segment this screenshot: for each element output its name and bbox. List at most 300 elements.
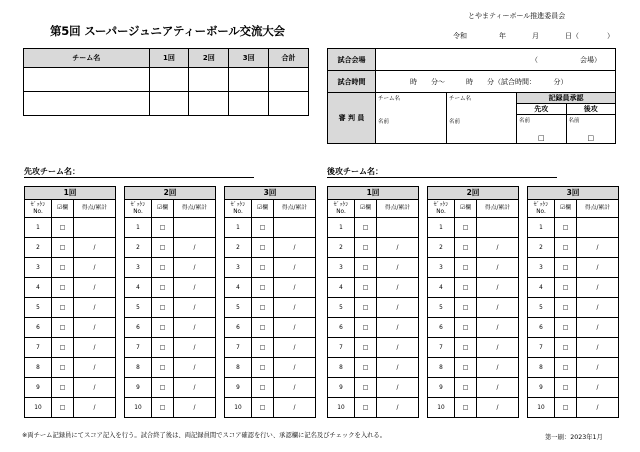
table-row [125, 218, 216, 238]
bib-header [528, 200, 555, 218]
points-cell[interactable] [477, 338, 519, 358]
batter-checkbox[interactable]: □ [52, 378, 74, 398]
points-cell[interactable] [577, 218, 619, 238]
first-attack-label: 先攻 [517, 104, 567, 114]
points-cell[interactable] [274, 298, 316, 318]
table-row [225, 218, 316, 238]
bib-number: 9 [428, 378, 455, 398]
points-cell[interactable] [577, 398, 619, 418]
batter-checkbox[interactable]: □ [455, 278, 477, 298]
bib-number: 1 [528, 218, 555, 238]
score-cell[interactable] [189, 92, 229, 116]
points-slash: / [596, 264, 599, 271]
bib-header [328, 200, 355, 218]
table-row [528, 398, 619, 418]
table-row [328, 358, 419, 378]
points-slash: / [93, 344, 96, 351]
first-recorder-field[interactable] [517, 115, 567, 143]
table-row [528, 238, 619, 258]
table-row [528, 338, 619, 358]
inning-block [327, 186, 419, 418]
table-row [25, 318, 116, 338]
points-slash: / [293, 404, 296, 411]
points-cell[interactable] [577, 278, 619, 298]
table-row [25, 338, 116, 358]
table-row [328, 238, 419, 258]
points-cell[interactable] [577, 238, 619, 258]
points-cell[interactable] [74, 338, 116, 358]
batter-checkbox[interactable]: □ [252, 218, 274, 238]
points-slash: / [596, 384, 599, 391]
points-cell[interactable] [477, 358, 519, 378]
table-row [428, 338, 519, 358]
score-cell[interactable] [229, 92, 269, 116]
second-approval-checkbox[interactable]: □ [587, 134, 595, 142]
bib-number: 7 [25, 338, 52, 358]
batter-checkbox[interactable]: □ [455, 398, 477, 418]
batter-checkbox[interactable]: □ [152, 258, 174, 278]
points-slash: / [396, 324, 399, 331]
date-day: 日（ [565, 32, 579, 40]
points-slash: / [93, 304, 96, 311]
inning-block [427, 186, 519, 418]
venue-label: 試合会場 [328, 49, 376, 70]
table-row [428, 238, 519, 258]
points-slash: / [596, 344, 599, 351]
points-header: 得点/累計 [377, 200, 419, 218]
batter-checkbox[interactable]: □ [555, 298, 577, 318]
table-row [125, 278, 216, 298]
batter-checkbox[interactable]: □ [355, 278, 377, 298]
first-team-label[interactable] [24, 166, 254, 178]
bib-number: 2 [328, 238, 355, 258]
batter-checkbox[interactable]: □ [152, 278, 174, 298]
bib-number: 2 [528, 238, 555, 258]
batter-checkbox[interactable]: □ [52, 318, 74, 338]
points-cell[interactable] [74, 238, 116, 258]
bib-number: 8 [125, 358, 152, 378]
batter-checkbox[interactable]: □ [455, 218, 477, 238]
points-cell[interactable] [74, 358, 116, 378]
batter-checkbox[interactable]: □ [52, 298, 74, 318]
batter-checkbox[interactable]: □ [355, 318, 377, 338]
table-row [225, 338, 316, 358]
check-header: ☑欄 [455, 200, 477, 218]
date-line [453, 31, 614, 41]
points-cell[interactable] [74, 378, 116, 398]
edition: 第一刷：2023年1月 [545, 434, 603, 441]
table-row [125, 358, 216, 378]
points-cell[interactable] [377, 218, 419, 238]
bib-header-text: ｾﾞｯｹﾝ No. [333, 202, 349, 215]
umpire1-name-label: 名前 [378, 119, 390, 125]
batter-checkbox[interactable]: □ [355, 378, 377, 398]
points-cell[interactable] [74, 218, 116, 238]
points-cell[interactable] [274, 238, 316, 258]
bib-number: 10 [428, 398, 455, 418]
team-name-cell[interactable] [24, 68, 150, 92]
bib-number: 10 [25, 398, 52, 418]
batter-checkbox[interactable]: □ [52, 278, 74, 298]
table-row [528, 298, 619, 318]
points-slash: / [193, 324, 196, 331]
points-slash: / [93, 324, 96, 331]
batter-checkbox[interactable]: □ [252, 398, 274, 418]
table-row [125, 318, 216, 338]
points-cell[interactable] [477, 378, 519, 398]
points-cell[interactable] [577, 318, 619, 338]
points-slash: / [496, 324, 499, 331]
points-slash: / [396, 364, 399, 371]
bib-number: 6 [328, 318, 355, 338]
bib-number: 1 [125, 218, 152, 238]
bib-header [125, 200, 152, 218]
points-cell[interactable] [174, 258, 216, 278]
points-cell[interactable] [477, 278, 519, 298]
first-approval-checkbox[interactable]: □ [537, 134, 545, 142]
table-row [328, 298, 419, 318]
batter-checkbox[interactable]: □ [52, 398, 74, 418]
umpire-slot-2[interactable] [447, 93, 517, 143]
points-cell[interactable] [174, 318, 216, 338]
points-slash: / [496, 384, 499, 391]
points-cell[interactable] [274, 278, 316, 298]
points-cell[interactable] [577, 358, 619, 378]
team-row [24, 68, 309, 92]
venue-suffix: （ 会場） [531, 56, 601, 64]
inning1-header: 1回 [149, 49, 189, 68]
points-slash: / [496, 244, 499, 251]
umpire-slot-1[interactable] [376, 93, 447, 143]
batter-checkbox[interactable]: □ [555, 218, 577, 238]
table-row [125, 378, 216, 398]
points-slash: / [93, 244, 96, 251]
batter-checkbox[interactable]: □ [355, 238, 377, 258]
batter-checkbox[interactable]: □ [252, 358, 274, 378]
batter-checkbox[interactable]: □ [52, 218, 74, 238]
points-slash: / [396, 244, 399, 251]
table-row [428, 378, 519, 398]
points-slash: / [396, 304, 399, 311]
bib-number: 3 [328, 258, 355, 278]
batter-checkbox[interactable]: □ [252, 338, 274, 358]
bib-number: 4 [528, 278, 555, 298]
points-cell[interactable] [74, 318, 116, 338]
bib-number: 6 [528, 318, 555, 338]
points-slash: / [596, 244, 599, 251]
points-cell[interactable] [274, 378, 316, 398]
inning-block [527, 186, 619, 418]
batter-checkbox[interactable]: □ [355, 398, 377, 418]
batter-checkbox[interactable]: □ [52, 338, 74, 358]
second-recorder-field[interactable] [567, 115, 616, 143]
points-cell[interactable] [377, 398, 419, 418]
points-slash: / [596, 284, 599, 291]
points-slash: / [496, 344, 499, 351]
points-cell[interactable] [174, 398, 216, 418]
batter-checkbox[interactable]: □ [455, 318, 477, 338]
inning-title: 2回 [124, 186, 216, 199]
points-slash: / [293, 384, 296, 391]
score-cell[interactable] [149, 68, 189, 92]
inning-title: 1回 [24, 186, 116, 199]
points-cell[interactable] [377, 358, 419, 378]
umpire-row [327, 92, 616, 144]
bib-number: 3 [25, 258, 52, 278]
batter-checkbox[interactable]: □ [152, 398, 174, 418]
inning-block [24, 186, 116, 418]
points-cell[interactable] [577, 298, 619, 318]
score-cell[interactable] [189, 68, 229, 92]
table-row [428, 318, 519, 338]
batter-checkbox[interactable]: □ [152, 378, 174, 398]
table-row [225, 258, 316, 278]
points-slash: / [396, 264, 399, 271]
table-row [25, 278, 116, 298]
points-slash: / [396, 344, 399, 351]
table-row [125, 398, 216, 418]
batter-checkbox[interactable]: □ [52, 358, 74, 378]
table-row [328, 278, 419, 298]
total-header: 合計 [269, 49, 309, 68]
points-cell[interactable] [577, 378, 619, 398]
batter-checkbox[interactable]: □ [355, 358, 377, 378]
table-row [225, 278, 316, 298]
points-cell[interactable] [74, 398, 116, 418]
team-name-header: チーム名 [24, 49, 150, 68]
page-title: 第5回 スーパージュニアティーボール交流大会 [50, 24, 285, 38]
points-cell[interactable] [74, 258, 116, 278]
points-slash: / [93, 264, 96, 271]
points-cell[interactable] [174, 238, 216, 258]
batter-checkbox[interactable]: □ [252, 298, 274, 318]
points-slash: / [293, 264, 296, 271]
batter-checkbox[interactable]: □ [555, 338, 577, 358]
points-cell[interactable] [174, 378, 216, 398]
batter-checkbox[interactable]: □ [455, 378, 477, 398]
points-cell[interactable] [377, 338, 419, 358]
batter-checkbox[interactable]: □ [455, 338, 477, 358]
points-cell[interactable] [577, 258, 619, 278]
bib-number: 8 [428, 358, 455, 378]
points-cell[interactable] [174, 338, 216, 358]
points-slash: / [193, 384, 196, 391]
second-recorder-name-label: 名前 [568, 118, 580, 124]
points-cell[interactable] [377, 258, 419, 278]
points-slash: / [93, 384, 96, 391]
batter-checkbox[interactable]: □ [455, 238, 477, 258]
time-text: 時 分～ 時 分（試合時間： 分） [410, 78, 568, 86]
table-row [25, 358, 116, 378]
points-slash: / [496, 284, 499, 291]
points-cell[interactable] [274, 398, 316, 418]
points-slash: / [193, 304, 196, 311]
check-header: ☑欄 [52, 200, 74, 218]
batter-checkbox[interactable]: □ [555, 238, 577, 258]
recorder-title: 記録員承認 [517, 93, 615, 104]
points-cell[interactable] [174, 218, 216, 238]
batter-checkbox[interactable]: □ [152, 358, 174, 378]
batter-checkbox[interactable]: □ [152, 238, 174, 258]
organization-name: とやまティーボール推進委員会 [468, 12, 566, 20]
points-cell[interactable] [577, 338, 619, 358]
batter-checkbox[interactable]: □ [455, 258, 477, 278]
time-field[interactable] [376, 71, 615, 92]
points-cell[interactable] [377, 318, 419, 338]
batter-checkbox[interactable]: □ [455, 298, 477, 318]
points-cell[interactable] [274, 358, 316, 378]
score-cell[interactable] [269, 68, 309, 92]
batter-checkbox[interactable]: □ [355, 218, 377, 238]
table-row [328, 398, 419, 418]
points-slash: / [293, 364, 296, 371]
table-row [25, 238, 116, 258]
points-header: 得点/累計 [74, 200, 116, 218]
batter-checkbox[interactable]: □ [252, 278, 274, 298]
batter-checkbox[interactable]: □ [455, 358, 477, 378]
bib-number: 10 [328, 398, 355, 418]
batter-checkbox[interactable]: □ [555, 318, 577, 338]
table-row [225, 378, 316, 398]
bib-number: 1 [428, 218, 455, 238]
date-year: 年 [499, 32, 506, 40]
bib-number: 7 [328, 338, 355, 358]
team-row [24, 92, 309, 116]
points-cell[interactable] [477, 218, 519, 238]
bib-number: 6 [428, 318, 455, 338]
bib-number: 4 [428, 278, 455, 298]
points-cell[interactable] [274, 318, 316, 338]
batter-checkbox[interactable]: □ [555, 398, 577, 418]
points-slash: / [93, 364, 96, 371]
points-cell[interactable] [274, 338, 316, 358]
bib-number: 5 [125, 298, 152, 318]
points-slash: / [496, 364, 499, 371]
points-cell[interactable] [74, 298, 116, 318]
batter-checkbox[interactable]: □ [52, 258, 74, 278]
bib-number: 9 [328, 378, 355, 398]
batter-checkbox[interactable]: □ [152, 318, 174, 338]
points-cell[interactable] [174, 298, 216, 318]
points-slash: / [193, 364, 196, 371]
points-cell[interactable] [74, 278, 116, 298]
footnote: ※両チーム記録員にてスコア記入を行う。試合終了後は、両記録員間でスコア確認を行い、承認欄に記名及びチェックを入れる。 [22, 432, 387, 439]
check-header: ☑欄 [152, 200, 174, 218]
bib-number: 5 [225, 298, 252, 318]
points-cell[interactable] [377, 278, 419, 298]
time-label: 試合時間 [328, 71, 376, 92]
bib-number: 7 [428, 338, 455, 358]
points-slash: / [193, 344, 196, 351]
points-cell[interactable] [477, 238, 519, 258]
umpire2-team-label: チーム名 [449, 96, 472, 102]
points-slash: / [293, 344, 296, 351]
batter-checkbox[interactable]: □ [252, 318, 274, 338]
bib-number: 10 [528, 398, 555, 418]
batter-checkbox[interactable]: □ [152, 218, 174, 238]
points-header: 得点/累計 [477, 200, 519, 218]
batter-checkbox[interactable]: □ [152, 298, 174, 318]
recorder-approval [517, 93, 615, 143]
points-cell[interactable] [477, 398, 519, 418]
bib-number: 8 [225, 358, 252, 378]
bib-number: 3 [125, 258, 152, 278]
points-cell[interactable] [477, 318, 519, 338]
date-era: 令和 [453, 32, 467, 40]
score-cell[interactable] [269, 92, 309, 116]
team-name-cell[interactable] [24, 92, 150, 116]
points-cell[interactable] [274, 218, 316, 238]
batter-checkbox[interactable]: □ [355, 258, 377, 278]
table-row [225, 238, 316, 258]
table-row [225, 318, 316, 338]
batter-checkbox[interactable]: □ [52, 238, 74, 258]
bib-header-text: ｾﾞｯｹﾝ No. [230, 202, 246, 215]
batter-checkbox[interactable]: □ [252, 238, 274, 258]
points-slash: / [193, 244, 196, 251]
score-cell[interactable] [149, 92, 189, 116]
first-recorder-name-label: 名前 [519, 118, 531, 124]
bib-number: 10 [125, 398, 152, 418]
table-row [125, 238, 216, 258]
bib-header [428, 200, 455, 218]
points-cell[interactable] [477, 298, 519, 318]
table-row [25, 218, 116, 238]
bib-number: 1 [25, 218, 52, 238]
points-cell[interactable] [274, 258, 316, 278]
table-row [125, 338, 216, 358]
table-row [428, 358, 519, 378]
second-team-label[interactable] [327, 166, 557, 178]
batter-checkbox[interactable]: □ [252, 258, 274, 278]
table-row [528, 358, 619, 378]
batter-checkbox[interactable]: □ [355, 338, 377, 358]
points-cell[interactable] [377, 298, 419, 318]
batter-checkbox[interactable]: □ [555, 378, 577, 398]
points-slash: / [596, 404, 599, 411]
check-header: ☑欄 [555, 200, 577, 218]
score-cell[interactable] [229, 68, 269, 92]
batter-checkbox[interactable]: □ [555, 258, 577, 278]
points-cell[interactable] [477, 258, 519, 278]
batter-checkbox[interactable]: □ [152, 338, 174, 358]
bib-number: 9 [125, 378, 152, 398]
batter-checkbox[interactable]: □ [355, 298, 377, 318]
points-slash: / [596, 364, 599, 371]
points-cell[interactable] [174, 278, 216, 298]
bib-number: 6 [25, 318, 52, 338]
points-slash: / [193, 404, 196, 411]
check-header: ☑欄 [355, 200, 377, 218]
batter-checkbox[interactable]: □ [252, 378, 274, 398]
venue-field[interactable] [376, 49, 615, 70]
points-cell[interactable] [377, 238, 419, 258]
bib-number: 5 [428, 298, 455, 318]
table-row [25, 398, 116, 418]
batter-checkbox[interactable]: □ [555, 358, 577, 378]
check-header: ☑欄 [252, 200, 274, 218]
bib-header [225, 200, 252, 218]
points-cell[interactable] [377, 378, 419, 398]
bib-number: 5 [528, 298, 555, 318]
bib-number: 9 [25, 378, 52, 398]
table-row [528, 278, 619, 298]
bib-number: 4 [25, 278, 52, 298]
points-cell[interactable] [174, 358, 216, 378]
batter-checkbox[interactable]: □ [555, 278, 577, 298]
points-slash: / [396, 404, 399, 411]
table-row [428, 298, 519, 318]
